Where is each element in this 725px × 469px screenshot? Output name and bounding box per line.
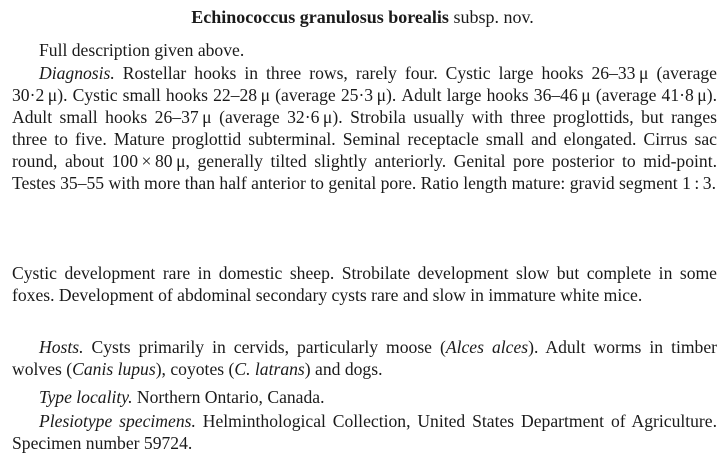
diagnosis-text: Rostellar hooks in three rows, rarely four. Cystic large hooks 26–33 μ (average 30·2 μ). Cystic small hooks 22–28 μ (average 25·3 μ). Adult large hooks 36–46 μ (average 41·8 μ). Adult small hooks 26–37 μ (average 32·6 μ). Strobila usually with three proglottids, but ranges three to five. Mature proglottid subterminal. Seminal receptacle small and elongated. Cirrus sac round, about 100 × 80 μ, generally tilted slightly anteriorly. Genital pore posterior to mid-point. Testes 35–55 with more than half anterior to genital pore. Ratio length mature: gravid segment 1 : 3. bbox=[12, 63, 717, 193]
cystic-development-paragraph: Cystic development rare in domestic sheep. Strobilate development slow but complete in some foxes. Development of abdominal secondary cysts rare and slow in immature white mice. bbox=[12, 263, 717, 305]
species-suffix: subsp. nov. bbox=[448, 7, 534, 27]
plesiotype-paragraph bbox=[12, 410, 717, 454]
hosts-paragraph bbox=[12, 336, 717, 380]
host-species-2: Canis lupus bbox=[72, 359, 156, 379]
diagnosis-paragraph bbox=[12, 62, 717, 194]
hosts-text-2: ). Adult worms in timber wolves ( bbox=[12, 337, 717, 379]
hosts-label: Hosts. bbox=[39, 337, 84, 357]
type-locality-text: Northern Ontario, Canada. bbox=[132, 387, 325, 407]
diagnosis-label: Diagnosis. bbox=[39, 63, 115, 83]
hosts-text-1: Cysts primarily in cervids, particularly moose ( bbox=[83, 337, 446, 357]
type-locality-paragraph bbox=[12, 386, 717, 408]
species-name: Echinococcus granulosus borealis bbox=[191, 7, 449, 27]
plesiotype-text: Helminthological Collection, United States Department of Agriculture. Specimen number 59724. bbox=[12, 411, 718, 453]
host-species-3: C. latrans bbox=[234, 359, 305, 379]
hosts-text-4: ) and dogs. bbox=[304, 359, 383, 379]
plesiotype-label: Plesiotype specimens. bbox=[39, 411, 196, 431]
full-description-paragraph: Full description given above. bbox=[39, 40, 245, 60]
host-species-1: Alces alces bbox=[445, 337, 529, 357]
type-locality-label: Type locality. bbox=[39, 387, 133, 407]
species-title bbox=[0, 6, 725, 28]
hosts-text-3: ), coyotes ( bbox=[155, 359, 235, 379]
